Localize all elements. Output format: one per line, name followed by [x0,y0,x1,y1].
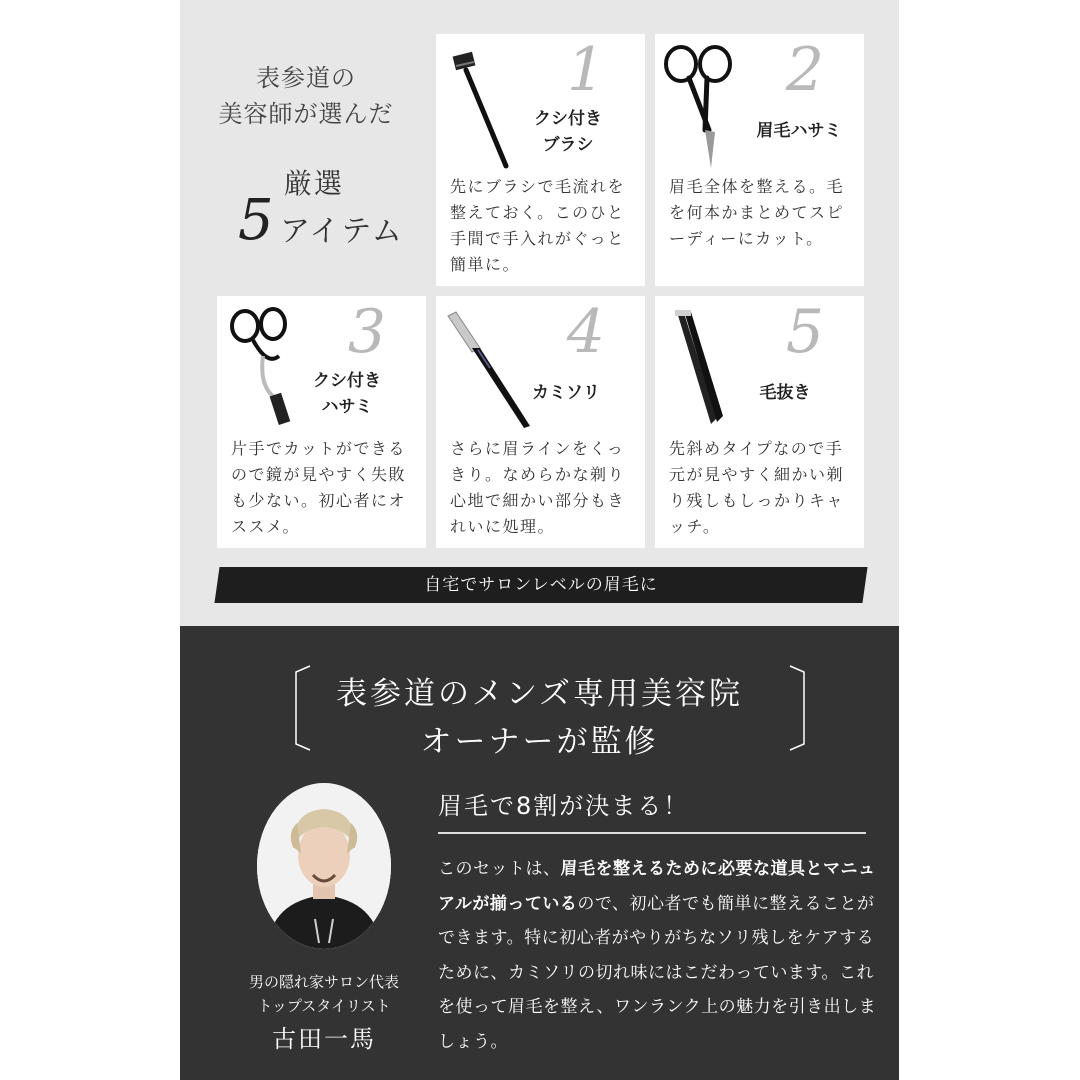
item-name [297,368,397,420]
item-number: 3 [347,297,386,367]
tweezers-icon [671,308,741,432]
body-text-part-2: ので、初心者でも簡単に整えることができます。特に初心者がやりがちなソリ残しをケアするために、カミソリの切れ味にはこだわっています。これを使って眉毛を整え、ワンランク上の魅力を引き出しましょう。 [438,893,877,1052]
item-description: さらに眉ラインをくっきり。なめらかな剃り心地で細かい部分もきれいに処理。 [450,439,626,536]
brow-brush-icon [450,50,520,170]
supervision-line-2: オーナーが監修 [420,724,659,760]
headline: 眉毛で8割が決まる！ [438,792,690,820]
body-text [438,852,878,1059]
item-card-2 [655,34,864,286]
item-number: 1 [566,35,605,105]
owner-title-1: 男の隠れ家サロン代表 [248,973,399,991]
intro-items-label: アイテム [280,214,404,249]
owner-name: 古田一馬 [272,1025,376,1053]
intro-line-1: 表参道の [256,64,356,92]
supervisor-section [180,626,899,1080]
item-description: 先にブラシで毛流れを整えておく。このひと手間で手入れがぐっと簡単に。 [450,177,626,274]
item-name-line-1: 毛抜き [759,383,811,403]
item-name [516,380,616,406]
banner-text: 自宅でサロンレベルの眉毛に [424,575,658,595]
item-description: 先斜めタイプなので手元が見やすく細かい剃り残しもしっかりキャッチ。 [669,439,845,536]
avatar [257,783,391,949]
razor-icon [444,308,534,432]
item-card-3 [217,296,426,548]
intro-line-2: 美容師が選んだ [218,100,394,128]
stylist-portrait-icon [257,783,391,949]
item-description: 眉毛全体を整える。毛を何本かまとめてスピーディーにカット。 [669,177,845,248]
item-name-line-1: クシ付き [534,109,602,129]
divider [438,832,866,834]
body-text-part-1: このセットは、 [438,859,561,879]
owner-title-2: トップスタイリスト [257,997,391,1015]
item-name-line-1: 眉毛ハサミ [756,121,842,141]
intro-count: 5 [238,188,274,253]
eyebrow-scissors-icon [661,42,741,172]
item-card-4 [436,296,645,548]
comb-scissors-icon [229,306,299,430]
body-text-emphasis: 眉毛を整えるために必要な道具とマニュアルが揃っている [438,859,876,914]
item-description: 片手でカットができるので鏡が見やすく失敗も少ない。初心者にオススメ。 [231,439,407,536]
item-number: 5 [785,297,824,367]
item-name-line-1: カミソリ [532,383,600,403]
supervision-line-1: 表参道のメンズ専用美容院 [335,676,744,712]
item-number: 4 [566,297,605,367]
item-name [735,380,835,406]
intro-curated: 厳選 [284,167,345,200]
item-name [739,118,859,144]
item-number: 2 [785,35,824,105]
item-name-line-2: ブラシ [542,135,594,155]
item-name-line-2: ハサミ [321,397,373,417]
item-card-1 [436,34,645,286]
item-name-line-1: クシ付き [313,371,381,391]
items-section [180,0,899,626]
item-name [518,106,618,158]
item-card-5 [655,296,864,548]
